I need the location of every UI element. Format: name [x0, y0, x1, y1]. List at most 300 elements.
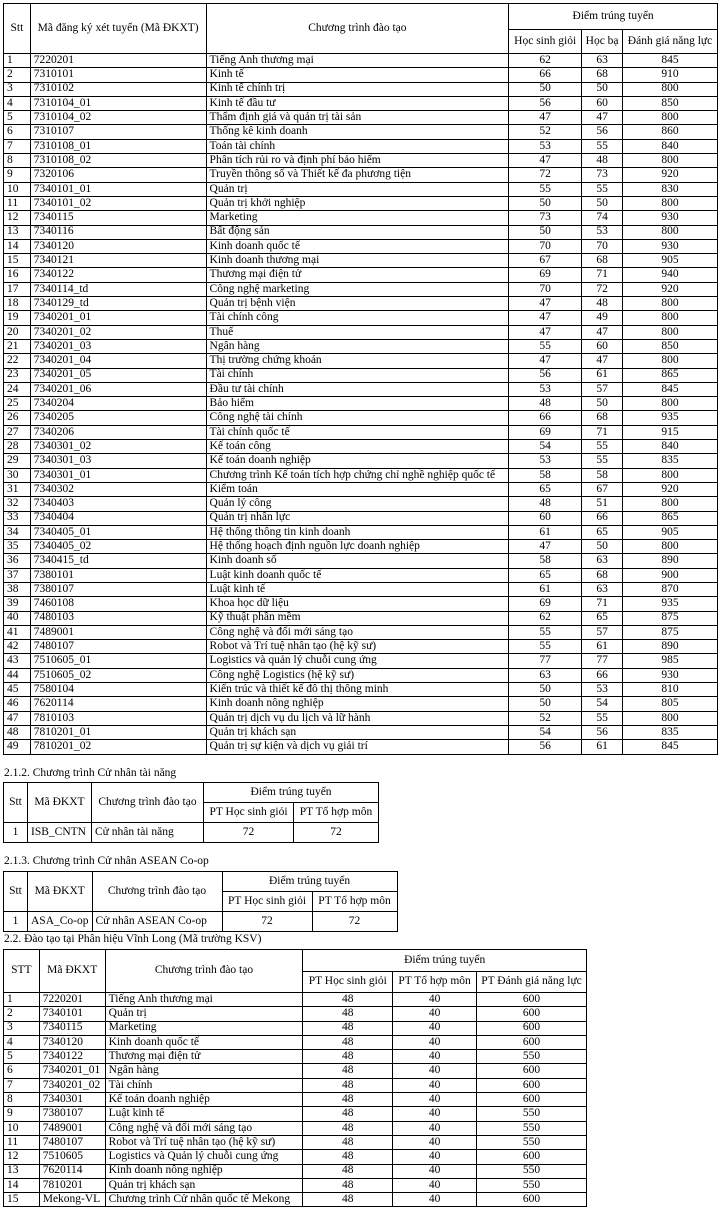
table-row — [4, 993, 587, 1007]
cell-program: Cử nhân tài năng — [92, 823, 204, 843]
cell-program: Quản trị bệnh viện — [206, 297, 509, 311]
cell-code: 7340120 — [30, 239, 206, 253]
table-row — [4, 554, 718, 568]
cell-hocba: 73 — [582, 168, 623, 182]
table-row — [4, 1135, 587, 1149]
header-score-group: Điểm trúng tuyển — [303, 950, 587, 972]
cell-code: 7480107 — [30, 640, 206, 654]
header-stt: Stt — [4, 783, 28, 823]
table-row — [4, 68, 718, 82]
cell-hsg: 66 — [509, 68, 582, 82]
table-row — [4, 1035, 587, 1049]
table-row — [4, 440, 718, 454]
table-row — [4, 125, 718, 139]
cell-hocba: 68 — [582, 68, 623, 82]
table-row — [4, 525, 718, 539]
cell-program: Quản trị khách sạn — [206, 725, 509, 739]
cell-code: 7340415_td — [30, 554, 206, 568]
cell-program: Quản trị sự kiện và dịch vụ giải trí — [206, 740, 509, 754]
cell-hsg: 58 — [509, 468, 582, 482]
cell-program: Công nghệ marketing — [206, 282, 509, 296]
cell-hsg: 72 — [222, 912, 312, 932]
cell-program: Bảo hiểm — [206, 397, 509, 411]
cell-hsg: 47 — [509, 311, 582, 325]
cell-stt: 27 — [4, 425, 31, 439]
cell-code: 7460108 — [30, 597, 206, 611]
table-row — [4, 740, 718, 754]
cell-program: Tài chính công — [206, 311, 509, 325]
cell-code: 7340122 — [39, 1050, 105, 1064]
table-row — [4, 683, 718, 697]
cell-program: Quản lý công — [206, 497, 509, 511]
cell-hocba: 47 — [582, 111, 623, 125]
cell-stt: 6 — [4, 1064, 40, 1078]
cell-dgnl: 800 — [623, 468, 718, 482]
cell-stt: 12 — [4, 1150, 40, 1164]
table-row — [4, 211, 718, 225]
cell-thm: 40 — [393, 1078, 477, 1092]
vinh-long-table — [3, 949, 587, 1207]
cell-hsg: 52 — [509, 711, 582, 725]
cell-code: 7510605_01 — [30, 654, 206, 668]
cell-code: ASA_Co-op — [28, 912, 93, 932]
cell-code: Mekong-VL — [39, 1193, 105, 1207]
table-row — [4, 582, 718, 596]
cell-hsg: 50 — [509, 697, 582, 711]
cell-dgnl: 875 — [623, 611, 718, 625]
cell-code: 7380107 — [39, 1107, 105, 1121]
cell-hsg: 48 — [303, 993, 393, 1007]
table-row — [4, 654, 718, 668]
cell-stt: 38 — [4, 582, 31, 596]
cell-thm: 40 — [393, 1021, 477, 1035]
cell-program: Bất động sản — [206, 225, 509, 239]
cell-hocba: 57 — [582, 625, 623, 639]
cell-program: Marketing — [105, 1021, 303, 1035]
cell-stt: 47 — [4, 711, 31, 725]
cell-hsg: 53 — [509, 139, 582, 153]
cell-hocba: 71 — [582, 597, 623, 611]
cell-dgnl: 550 — [477, 1135, 587, 1149]
cell-program: Kinh doanh thương mại — [206, 254, 509, 268]
cell-hocba: 74 — [582, 211, 623, 225]
cell-code: 7340301_01 — [30, 468, 206, 482]
cell-hsg: 77 — [509, 654, 582, 668]
cell-dgnl: 920 — [623, 168, 718, 182]
cell-hsg: 48 — [303, 1193, 393, 1207]
cell-dgnl: 800 — [623, 154, 718, 168]
cell-code: 7340405_01 — [30, 525, 206, 539]
cell-code: ISB_CNTN — [28, 823, 92, 843]
cell-hsg: 63 — [509, 668, 582, 682]
cell-code: 7340201_05 — [30, 368, 206, 382]
cell-hsg: 65 — [509, 568, 582, 582]
cell-hsg: 47 — [509, 540, 582, 554]
cell-stt: 33 — [4, 511, 31, 525]
table-row — [4, 1193, 587, 1207]
table-row — [4, 568, 718, 582]
table-row — [4, 196, 718, 210]
cell-stt: 21 — [4, 339, 31, 353]
cell-thm: 40 — [393, 1035, 477, 1049]
cell-program: Kế toán doanh nghiệp — [206, 454, 509, 468]
cell-program: Kinh doanh nông nghiệp — [206, 697, 509, 711]
cell-dgnl: 600 — [477, 1150, 587, 1164]
cell-thm: 40 — [393, 1007, 477, 1021]
cell-stt: 49 — [4, 740, 31, 754]
header-program: Chương trình đào tạo — [206, 4, 509, 54]
cell-stt: 24 — [4, 382, 31, 396]
cell-dgnl: 845 — [623, 740, 718, 754]
table-row — [4, 540, 718, 554]
cell-dgnl: 800 — [623, 196, 718, 210]
cell-hocba: 53 — [582, 683, 623, 697]
table-row — [4, 311, 718, 325]
table-row — [4, 139, 718, 153]
cell-code: 7340122 — [30, 268, 206, 282]
cell-code: 7510605 — [39, 1150, 105, 1164]
cell-hocba: 68 — [582, 411, 623, 425]
cell-hsg: 48 — [303, 1007, 393, 1021]
talent-program-table — [3, 782, 379, 843]
cell-program: Tiếng Anh thương mại — [206, 54, 509, 68]
section-212-caption: 2.1.2. Chương trình Cử nhân tài năng — [4, 767, 177, 779]
cell-hocba: 58 — [582, 468, 623, 482]
cell-code: 7340205 — [30, 411, 206, 425]
cell-stt: 5 — [4, 1050, 40, 1064]
cell-dgnl: 850 — [623, 339, 718, 353]
cell-hocba: 55 — [582, 711, 623, 725]
cell-hsg: 48 — [303, 1135, 393, 1149]
cell-code: 7340101_02 — [30, 196, 206, 210]
cell-stt: 37 — [4, 568, 31, 582]
header-hsg: Học sinh giỏi — [509, 30, 582, 54]
cell-dgnl: 800 — [623, 325, 718, 339]
cell-code: 7340302 — [30, 482, 206, 496]
cell-dgnl: 600 — [477, 1035, 587, 1049]
cell-hsg: 70 — [509, 282, 582, 296]
cell-code: 7310104_01 — [30, 96, 206, 110]
cell-code: 7340403 — [30, 497, 206, 511]
table-row — [4, 668, 718, 682]
table-row — [4, 711, 718, 725]
cell-dgnl: 900 — [623, 568, 718, 582]
cell-code: 7340201_02 — [30, 325, 206, 339]
cell-hocba: 68 — [582, 568, 623, 582]
cell-code: 7340115 — [30, 211, 206, 225]
cell-hsg: 55 — [509, 339, 582, 353]
cell-hocba: 61 — [582, 740, 623, 754]
header-hsg: PT Học sinh giỏi — [222, 892, 312, 912]
cell-program: Ngân hàng — [105, 1064, 303, 1078]
cell-code: 7340204 — [30, 397, 206, 411]
table-row — [4, 182, 718, 196]
cell-dgnl: 800 — [623, 540, 718, 554]
cell-hsg: 69 — [509, 597, 582, 611]
table-row — [4, 823, 379, 843]
cell-program: Thẩm định giá và quản trị tài sản — [206, 111, 509, 125]
header-program: Chương trình đào tạo — [92, 872, 222, 912]
cell-stt: 36 — [4, 554, 31, 568]
header-dgnl: PT Đánh giá năng lực — [477, 972, 587, 993]
cell-hsg: 60 — [509, 511, 582, 525]
cell-code: 7340405_02 — [30, 540, 206, 554]
cell-hsg: 50 — [509, 82, 582, 96]
cell-hocba: 66 — [582, 668, 623, 682]
cell-program: Kinh doanh quốc tế — [206, 239, 509, 253]
cell-hsg: 48 — [303, 1093, 393, 1107]
table-row — [4, 354, 718, 368]
cell-dgnl: 800 — [623, 225, 718, 239]
cell-code: 7310108_01 — [30, 139, 206, 153]
table-row — [4, 454, 718, 468]
cell-dgnl: 550 — [477, 1178, 587, 1192]
cell-program: Thị trường chứng khoán — [206, 354, 509, 368]
cell-dgnl: 845 — [623, 54, 718, 68]
cell-hocba: 63 — [582, 54, 623, 68]
cell-dgnl: 890 — [623, 640, 718, 654]
cell-program: Kinh tế — [206, 68, 509, 82]
cell-dgnl: 600 — [477, 993, 587, 1007]
cell-stt: 11 — [4, 1135, 40, 1149]
table-row — [4, 1121, 587, 1135]
cell-stt: 16 — [4, 268, 31, 282]
cell-stt: 3 — [4, 82, 31, 96]
cell-dgnl: 830 — [623, 182, 718, 196]
cell-hocba: 63 — [582, 554, 623, 568]
cell-hsg: 50 — [509, 225, 582, 239]
cell-program: Quản trị khách sạn — [105, 1178, 303, 1192]
cell-stt: 45 — [4, 683, 31, 697]
cell-program: Quản trị nhân lực — [206, 511, 509, 525]
cell-stt: 46 — [4, 697, 31, 711]
cell-stt: 11 — [4, 196, 31, 210]
cell-hsg: 53 — [509, 382, 582, 396]
cell-hsg: 55 — [509, 182, 582, 196]
cell-program: Truyền thông số và Thiết kế đa phương tiện — [206, 168, 509, 182]
cell-stt: 9 — [4, 168, 31, 182]
cell-dgnl: 800 — [623, 354, 718, 368]
cell-program: Robot và Trí tuệ nhân tạo (hệ kỹ sư) — [105, 1135, 303, 1149]
cell-program: Công nghệ Logistics (hệ kỹ sư) — [206, 668, 509, 682]
cell-code: 7310101 — [30, 68, 206, 82]
cell-stt: 7 — [4, 1078, 40, 1092]
cell-hocba: 47 — [582, 325, 623, 339]
cell-stt: 42 — [4, 640, 31, 654]
cell-dgnl: 860 — [623, 125, 718, 139]
cell-stt: 17 — [4, 282, 31, 296]
cell-stt: 10 — [4, 182, 31, 196]
cell-hocba: 67 — [582, 482, 623, 496]
cell-stt: 23 — [4, 368, 31, 382]
cell-hocba: 56 — [582, 125, 623, 139]
table-row — [4, 1178, 587, 1192]
cell-program: Logistics và quản lý chuỗi cung ứng — [206, 654, 509, 668]
cell-code: 7340114_td — [30, 282, 206, 296]
cell-program: Công nghệ tài chính — [206, 411, 509, 425]
cell-dgnl: 865 — [623, 511, 718, 525]
cell-thm: 40 — [393, 1178, 477, 1192]
table-row — [4, 1150, 587, 1164]
cell-code: 7380101 — [30, 568, 206, 582]
cell-hocba: 55 — [582, 182, 623, 196]
cell-hsg: 47 — [509, 154, 582, 168]
cell-hsg: 72 — [204, 823, 294, 843]
cell-hsg: 69 — [509, 268, 582, 282]
cell-hocba: 70 — [582, 239, 623, 253]
cell-hsg: 61 — [509, 582, 582, 596]
cell-hocba: 49 — [582, 311, 623, 325]
header-stt: STT — [4, 950, 40, 993]
table-row — [4, 368, 718, 382]
cell-program: Kinh doanh số — [206, 554, 509, 568]
table-row — [4, 282, 718, 296]
cell-stt: 4 — [4, 1035, 40, 1049]
cell-code: 7340206 — [30, 425, 206, 439]
cell-hocba: 53 — [582, 225, 623, 239]
cell-code: 7480103 — [30, 611, 206, 625]
cell-program: Quản trị khởi nghiệp — [206, 196, 509, 210]
cell-stt: 48 — [4, 725, 31, 739]
cell-thm: 40 — [393, 1093, 477, 1107]
cell-hsg: 48 — [303, 1164, 393, 1178]
cell-stt: 44 — [4, 668, 31, 682]
table-row — [4, 225, 718, 239]
table-row — [4, 497, 718, 511]
cell-program: Đầu tư tài chính — [206, 382, 509, 396]
cell-dgnl: 840 — [623, 139, 718, 153]
cell-code: 7340116 — [30, 225, 206, 239]
cell-code: 7340101 — [39, 1007, 105, 1021]
cell-dgnl: 910 — [623, 68, 718, 82]
cell-code: 7310102 — [30, 82, 206, 96]
cell-thm: 40 — [393, 1164, 477, 1178]
cell-dgnl: 600 — [477, 1193, 587, 1207]
cell-stt: 1 — [4, 54, 31, 68]
cell-stt: 10 — [4, 1121, 40, 1135]
cell-stt: 39 — [4, 597, 31, 611]
cell-dgnl: 810 — [623, 683, 718, 697]
cell-hsg: 73 — [509, 211, 582, 225]
cell-code: 7620114 — [39, 1164, 105, 1178]
cell-thm: 40 — [393, 993, 477, 1007]
cell-dgnl: 930 — [623, 668, 718, 682]
cell-stt: 30 — [4, 468, 31, 482]
header-code: Mã ĐKXT — [28, 783, 92, 823]
cell-program: Logistics và Quản lý chuỗi cung ứng — [105, 1150, 303, 1164]
cell-program: Toán tài chính — [206, 139, 509, 153]
cell-hsg: 47 — [509, 325, 582, 339]
cell-code: 7320106 — [30, 168, 206, 182]
cell-program: Luật kinh tế — [105, 1107, 303, 1121]
cell-code: 7310108_02 — [30, 154, 206, 168]
cell-hocba: 66 — [582, 511, 623, 525]
cell-hsg: 58 — [509, 554, 582, 568]
cell-dgnl: 800 — [623, 82, 718, 96]
table-row — [4, 1007, 587, 1021]
cell-code: 7810201_02 — [30, 740, 206, 754]
cell-dgnl: 840 — [623, 440, 718, 454]
cell-dgnl: 930 — [623, 239, 718, 253]
cell-hsg: 56 — [509, 368, 582, 382]
cell-stt: 25 — [4, 397, 31, 411]
table-row — [4, 1021, 587, 1035]
cell-hocba: 50 — [582, 540, 623, 554]
header-thm: PT Tổ hợp môn — [294, 803, 379, 823]
table-row — [4, 325, 718, 339]
cell-hocba: 50 — [582, 397, 623, 411]
cell-hsg: 56 — [509, 740, 582, 754]
cell-hsg: 48 — [303, 1021, 393, 1035]
cell-hsg: 54 — [509, 440, 582, 454]
cell-hsg: 48 — [303, 1150, 393, 1164]
cell-code: 7340115 — [39, 1021, 105, 1035]
cell-program: Tài chính quốc tế — [206, 425, 509, 439]
header-hocba: Học bạ — [582, 30, 623, 54]
cell-stt: 15 — [4, 1193, 40, 1207]
header-thm: PT Tổ hợp môn — [393, 972, 477, 993]
table-row — [4, 1107, 587, 1121]
table-row — [4, 511, 718, 525]
table-row — [4, 425, 718, 439]
header-code: Mã ĐKXT — [39, 950, 105, 993]
cell-dgnl: 800 — [623, 397, 718, 411]
cell-hocba: 72 — [582, 282, 623, 296]
cell-dgnl: 850 — [623, 96, 718, 110]
table-row — [4, 168, 718, 182]
table-row — [4, 611, 718, 625]
cell-program: Thương mại điện tử — [206, 268, 509, 282]
cell-program: Cử nhân ASEAN Co-op — [92, 912, 222, 932]
table-row — [4, 725, 718, 739]
table-row — [4, 697, 718, 711]
cell-stt: 8 — [4, 154, 31, 168]
cell-hocba: 60 — [582, 96, 623, 110]
cell-dgnl: 915 — [623, 425, 718, 439]
cell-dgnl: 905 — [623, 525, 718, 539]
table-row — [4, 254, 718, 268]
cell-thm: 40 — [393, 1193, 477, 1207]
cell-program: Ngân hàng — [206, 339, 509, 353]
cell-dgnl: 865 — [623, 368, 718, 382]
table-row — [4, 96, 718, 110]
cell-hsg: 47 — [509, 354, 582, 368]
cell-thm: 40 — [393, 1064, 477, 1078]
cell-dgnl: 985 — [623, 654, 718, 668]
table-row — [4, 397, 718, 411]
cell-hocba: 61 — [582, 368, 623, 382]
cell-dgnl: 800 — [623, 497, 718, 511]
cell-hocba: 63 — [582, 582, 623, 596]
cell-code: 7340201_06 — [30, 382, 206, 396]
cell-program: Kinh doanh nông nghiệp — [105, 1164, 303, 1178]
cell-hsg: 61 — [509, 525, 582, 539]
cell-dgnl: 890 — [623, 554, 718, 568]
cell-code: 7340301_03 — [30, 454, 206, 468]
cell-stt: 26 — [4, 411, 31, 425]
cell-dgnl: 800 — [623, 111, 718, 125]
cell-program: Kỹ thuật phần mềm — [206, 611, 509, 625]
cell-hsg: 50 — [509, 196, 582, 210]
cell-code: 7480107 — [39, 1135, 105, 1149]
cell-code: 7489001 — [30, 625, 206, 639]
cell-stt: 20 — [4, 325, 31, 339]
table-row — [4, 1093, 587, 1107]
table-row — [4, 1050, 587, 1064]
cell-dgnl: 550 — [477, 1164, 587, 1178]
cell-program: Thống kê kinh doanh — [206, 125, 509, 139]
table-row — [4, 411, 718, 425]
